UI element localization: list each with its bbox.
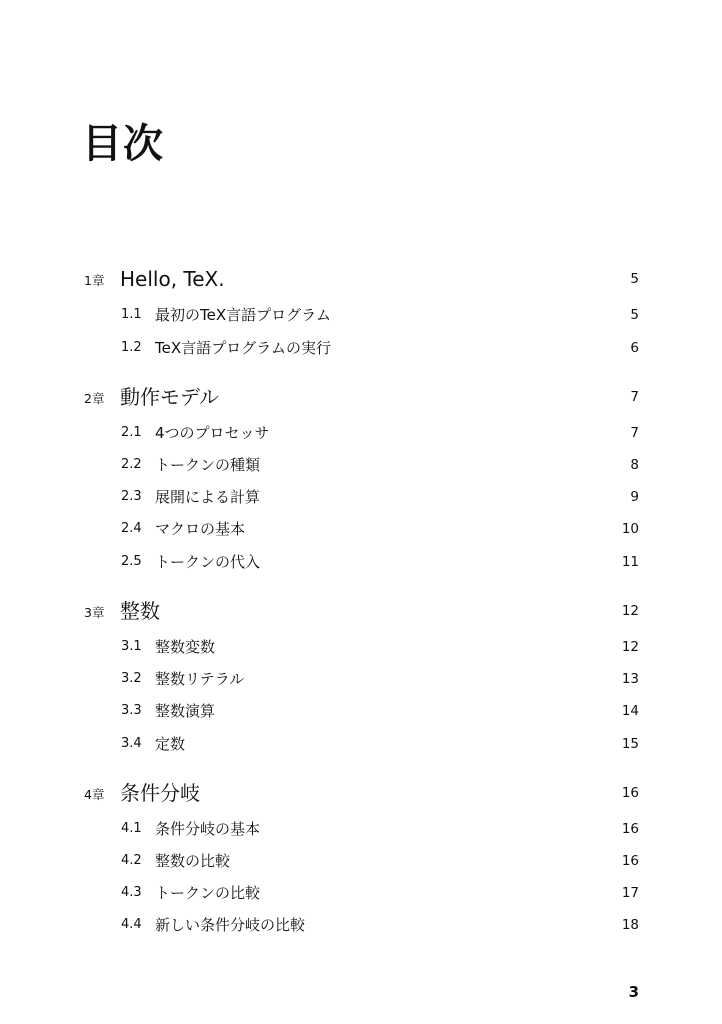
section-page-number: 17 — [621, 885, 639, 901]
section-page-number: 10 — [621, 521, 639, 537]
section-page-number: 14 — [621, 703, 639, 719]
section-page-number: 12 — [621, 639, 639, 655]
section-title: トークンの代入 — [155, 553, 261, 571]
section-number: 4.4 — [121, 917, 142, 932]
toc-section-2-2[interactable] — [0, 453, 722, 479]
section-number: 4.3 — [121, 885, 142, 900]
chapter-number: 2章 — [84, 391, 105, 406]
toc-section-4-3[interactable] — [0, 881, 722, 907]
toc-section-4-2[interactable] — [0, 849, 722, 875]
toc-section-1-2[interactable] — [0, 336, 722, 362]
section-number: 2.3 — [121, 489, 142, 504]
toc-section-4-4[interactable] — [0, 913, 722, 939]
toc-section-1-1[interactable] — [0, 303, 722, 329]
chapter-page-number: 5 — [630, 271, 639, 287]
section-title: 条件分岐の基本 — [155, 820, 261, 838]
toc-section-2-3[interactable] — [0, 485, 722, 511]
toc-section-4-1[interactable] — [0, 817, 722, 843]
toc-section-2-5[interactable] — [0, 550, 722, 576]
section-page-number: 8 — [630, 457, 639, 473]
section-number: 4.1 — [121, 821, 142, 836]
toc-section-3-4[interactable] — [0, 732, 722, 758]
chapter-page-number: 16 — [621, 785, 639, 801]
toc-chapter-3[interactable] — [0, 599, 722, 625]
toc-chapter-1[interactable] — [0, 267, 722, 293]
section-number: 3.1 — [121, 639, 142, 654]
toc-section-3-2[interactable] — [0, 667, 722, 693]
section-title: 4つのプロセッサ — [155, 424, 270, 442]
section-title: トークンの種類 — [155, 456, 261, 474]
chapter-page-number: 7 — [630, 389, 639, 405]
toc-section-2-4[interactable] — [0, 517, 722, 543]
chapter-number: 3章 — [84, 605, 105, 620]
section-number: 3.2 — [121, 671, 142, 686]
section-number: 4.2 — [121, 853, 142, 868]
section-title: マクロの基本 — [155, 520, 246, 538]
section-number: 1.2 — [121, 340, 142, 355]
toc-chapter-4[interactable] — [0, 781, 722, 807]
section-title: トークンの比較 — [155, 884, 261, 902]
toc-section-3-3[interactable] — [0, 699, 722, 725]
chapter-title: 動作モデル — [120, 385, 219, 409]
section-page-number: 7 — [630, 425, 639, 441]
section-page-number: 5 — [630, 307, 639, 323]
section-page-number: 18 — [621, 917, 639, 933]
section-page-number: 9 — [630, 489, 639, 505]
section-title: 整数演算 — [155, 702, 216, 720]
chapter-title: Hello, TeX. — [120, 267, 225, 291]
section-number: 2.5 — [121, 554, 142, 569]
section-number: 3.3 — [121, 703, 142, 718]
section-number: 1.1 — [121, 307, 142, 322]
section-title: 整数リテラル — [155, 670, 245, 688]
chapter-number: 1章 — [84, 273, 105, 288]
toc-section-3-1[interactable] — [0, 635, 722, 661]
section-title: 整数変数 — [155, 638, 216, 656]
section-title: 展開による計算 — [155, 488, 261, 506]
section-title: 新しい条件分岐の比較 — [155, 916, 306, 934]
section-title: 定数 — [155, 735, 186, 753]
section-number: 3.4 — [121, 736, 142, 751]
toc-section-2-1[interactable] — [0, 421, 722, 447]
section-number: 2.1 — [121, 425, 142, 440]
section-title: TeX言語プログラムの実行 — [155, 339, 331, 357]
section-page-number: 11 — [621, 554, 639, 570]
section-page-number: 6 — [630, 340, 639, 356]
toc-chapter-2[interactable] — [0, 385, 722, 411]
section-number: 2.4 — [121, 521, 142, 536]
section-page-number: 15 — [621, 736, 639, 752]
section-title: 最初のTeX言語プログラム — [155, 306, 331, 324]
chapter-number: 4章 — [84, 787, 105, 802]
chapter-title: 整数 — [120, 599, 160, 623]
section-page-number: 13 — [621, 671, 639, 687]
section-number: 2.2 — [121, 457, 142, 472]
section-page-number: 16 — [621, 821, 639, 837]
page-folio: 3 — [628, 983, 639, 1001]
chapter-title: 条件分岐 — [120, 781, 200, 805]
chapter-page-number: 12 — [621, 603, 639, 619]
section-title: 整数の比較 — [155, 852, 231, 870]
section-page-number: 16 — [621, 853, 639, 869]
page-title: 目次 — [82, 121, 164, 167]
